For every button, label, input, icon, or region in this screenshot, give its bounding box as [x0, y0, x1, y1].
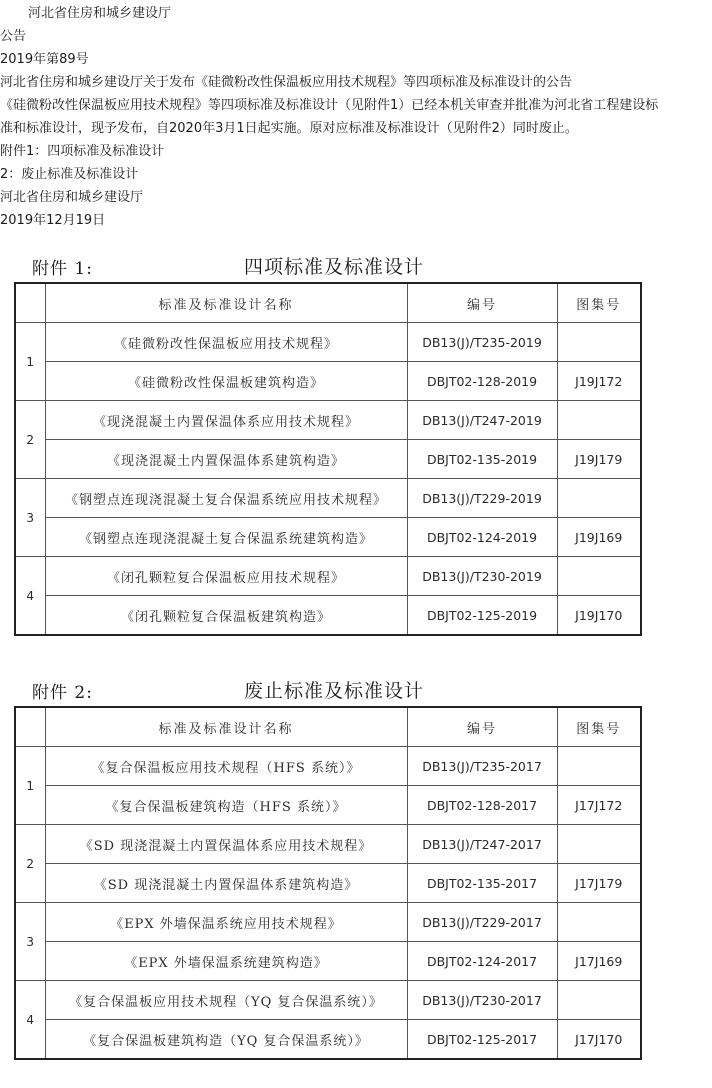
- atlas-number: J17J170: [557, 1020, 641, 1060]
- category-label: 公告: [0, 29, 27, 44]
- table-row: [15, 981, 641, 1020]
- standard-code: DBJT02-125-2017: [407, 1020, 557, 1060]
- atlas-number: J19J170: [557, 596, 641, 636]
- table-row: [15, 557, 641, 596]
- atlas-number: J19J169: [557, 518, 641, 557]
- standard-code: DBJT02-128-2019: [407, 362, 557, 401]
- atlas-number: [557, 557, 641, 596]
- group-number: 1: [15, 747, 45, 825]
- attachment-note-2: 2：废止标准及标准设计: [0, 167, 139, 182]
- table-row: [15, 942, 641, 981]
- table-row: [15, 864, 641, 903]
- attachment-2: [14, 676, 640, 1060]
- atlas-number: [557, 981, 641, 1020]
- standard-code: DBJT02-128-2017: [407, 786, 557, 825]
- standard-name: 《SD 现浇混凝土内置保温体系建筑构造》: [45, 864, 407, 903]
- attachment-2-table: [14, 706, 642, 1060]
- table-header-row: [15, 707, 641, 747]
- standard-code: DB13(J)/T247-2017: [407, 825, 557, 864]
- col-header-name: 标准及标准设计名称: [45, 283, 407, 323]
- standard-name: 《复合保温板建筑构造（HFS 系统）》: [45, 786, 407, 825]
- standard-name: 《硅微粉改性保温板应用技术规程》: [45, 323, 407, 362]
- atlas-number: J17J169: [557, 942, 641, 981]
- standard-code: DB13(J)/T229-2019: [407, 479, 557, 518]
- standard-name: 《闭孔颗粒复合保温板建筑构造》: [45, 596, 407, 636]
- atlas-number: [557, 479, 641, 518]
- atlas-number: [557, 401, 641, 440]
- atlas-number: J19J172: [557, 362, 641, 401]
- group-number: 1: [15, 323, 45, 401]
- col-header-index: [15, 283, 45, 323]
- col-header-name: 标准及标准设计名称: [45, 707, 407, 747]
- standard-name: 《硅微粉改性保温板建筑构造》: [45, 362, 407, 401]
- atlas-number: [557, 825, 641, 864]
- announcement-number: 2019年第89号: [0, 52, 89, 67]
- standard-name: 《EPX 外墙保温系统应用技术规程》: [45, 903, 407, 942]
- table-row: [15, 401, 641, 440]
- table-row: [15, 479, 641, 518]
- atlas-number: J19J179: [557, 440, 641, 479]
- col-header-atlas: 图集号: [557, 707, 641, 747]
- standard-code: DBJT02-125-2019: [407, 596, 557, 636]
- table-row: [15, 786, 641, 825]
- standard-name: 《SD 现浇混凝土内置保温体系应用技术规程》: [45, 825, 407, 864]
- attachment-2-title: 废止标准及标准设计: [243, 680, 424, 702]
- standard-name: 《钢塑点连现浇混凝土复合保温系统应用技术规程》: [45, 479, 407, 518]
- atlas-number: J17J172: [557, 786, 641, 825]
- attachment-note-1: 附件1：四项标准及标准设计: [0, 144, 165, 159]
- standard-name: 《复合保温板应用技术规程（HFS 系统）》: [45, 747, 407, 786]
- atlas-number: J17J179: [557, 864, 641, 903]
- group-number: 2: [15, 401, 45, 479]
- standard-name: 《复合保温板应用技术规程（YQ 复合保温系统）》: [45, 981, 407, 1020]
- signature-org: 河北省住房和城乡建设厅: [0, 190, 144, 205]
- table-row: [15, 596, 641, 636]
- col-header-code: 编号: [407, 707, 557, 747]
- announcement-date: 2019年12月19日: [0, 213, 106, 228]
- standard-code: DBJT02-124-2017: [407, 942, 557, 981]
- table-row: [15, 518, 641, 557]
- group-number: 3: [15, 479, 45, 557]
- table-row: [15, 747, 641, 786]
- standard-name: 《钢塑点连现浇混凝土复合保温系统建筑构造》: [45, 518, 407, 557]
- table-header-row: [15, 283, 641, 323]
- org-name: 河北省住房和城乡建设厅: [28, 6, 172, 21]
- standard-name: 《现浇混凝土内置保温体系建筑构造》: [45, 440, 407, 479]
- standard-code: DB13(J)/T230-2017: [407, 981, 557, 1020]
- attachment-1-table: [14, 282, 642, 636]
- col-header-code: 编号: [407, 283, 557, 323]
- standard-name: 《现浇混凝土内置保温体系应用技术规程》: [45, 401, 407, 440]
- standard-name: 《闭孔颗粒复合保温板应用技术规程》: [45, 557, 407, 596]
- attachment-1-label: 附件 1:: [32, 259, 93, 279]
- attachment-2-label: 附件 2:: [32, 683, 93, 703]
- atlas-number: [557, 903, 641, 942]
- table-row: [15, 440, 641, 479]
- col-header-atlas: 图集号: [557, 283, 641, 323]
- attachment-2-heading: [14, 676, 640, 706]
- group-number: 4: [15, 557, 45, 636]
- standard-code: DB13(J)/T235-2019: [407, 323, 557, 362]
- atlas-number: [557, 323, 641, 362]
- col-header-index: [15, 707, 45, 747]
- announcement-title: 河北省住房和城乡建设厅关于发布《硅微粉改性保温板应用技术规程》等四项标准及标准设计的公告: [0, 75, 573, 90]
- standard-code: DBJT02-135-2017: [407, 864, 557, 903]
- attachment-1: [14, 252, 640, 636]
- standard-code: DB13(J)/T235-2017: [407, 747, 557, 786]
- group-number: 2: [15, 825, 45, 903]
- group-number: 3: [15, 903, 45, 981]
- table-row: [15, 362, 641, 401]
- group-number: 4: [15, 981, 45, 1060]
- table-row: [15, 903, 641, 942]
- standard-name: 《复合保温板建筑构造（YQ 复合保温系统）》: [45, 1020, 407, 1060]
- announcement-body-line2: 准和标准设计，现予发布，自2020年3月1日起实施。原对应标准及标准设计（见附件2）同时废止。: [0, 121, 578, 136]
- attachment-1-title: 四项标准及标准设计: [243, 256, 424, 278]
- standard-code: DBJT02-135-2019: [407, 440, 557, 479]
- table-row: [15, 825, 641, 864]
- attachment-1-heading: [14, 252, 640, 282]
- atlas-number: [557, 747, 641, 786]
- standard-code: DB13(J)/T229-2017: [407, 903, 557, 942]
- table-row: [15, 323, 641, 362]
- standard-name: 《EPX 外墙保温系统建筑构造》: [45, 942, 407, 981]
- announcement-body-line1: 《硅微粉改性保温板应用技术规程》等四项标准及标准设计（见附件1）已经本机关审查并批准为河北省工程建设标: [0, 98, 659, 113]
- standard-code: DB13(J)/T247-2019: [407, 401, 557, 440]
- standard-code: DB13(J)/T230-2019: [407, 557, 557, 596]
- standard-code: DBJT02-124-2019: [407, 518, 557, 557]
- table-row: [15, 1020, 641, 1060]
